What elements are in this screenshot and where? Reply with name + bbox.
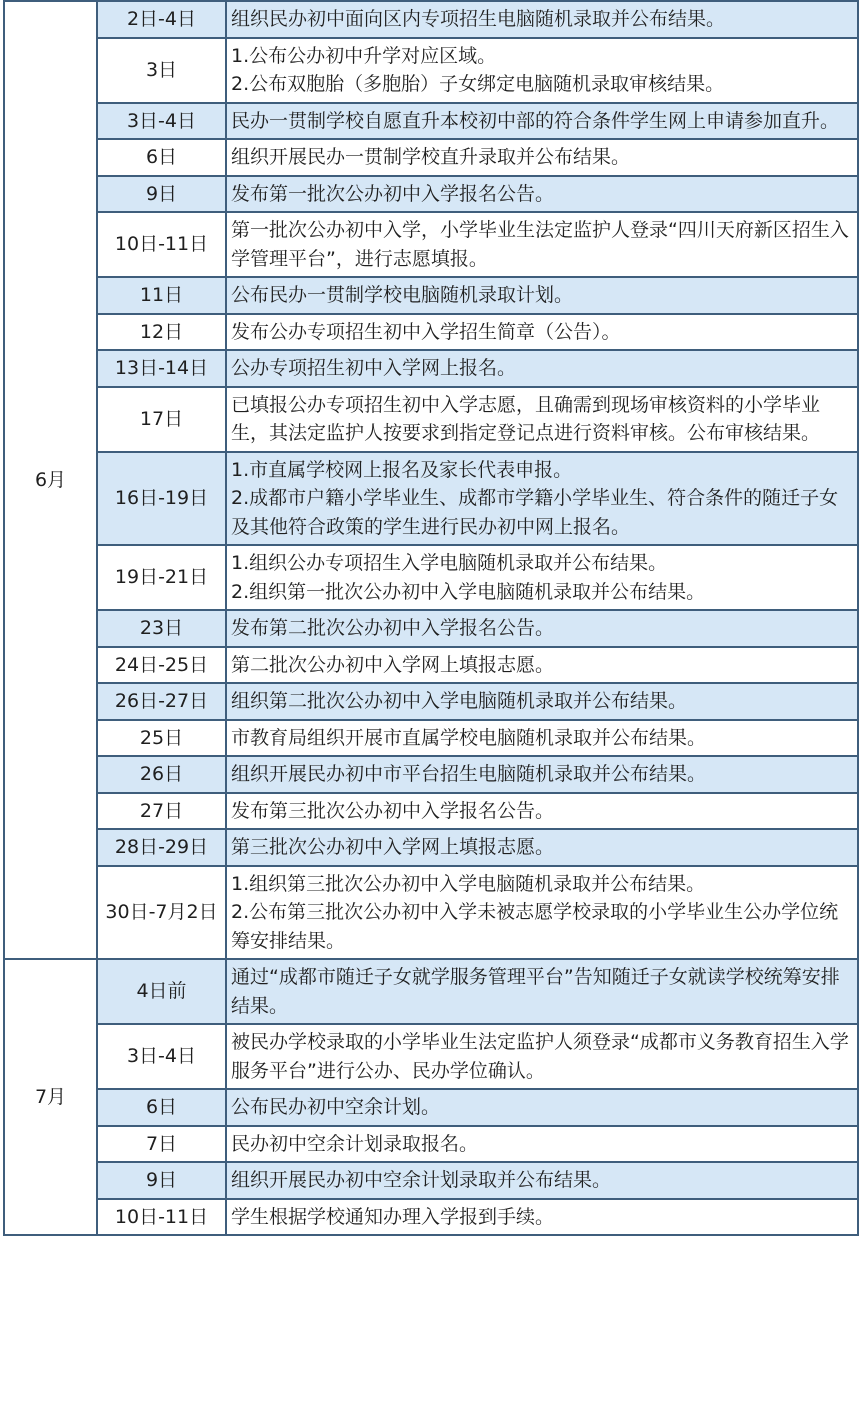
event-cell	[226, 387, 858, 452]
date-cell: 9日	[97, 1162, 226, 1199]
event-cell	[226, 212, 858, 277]
date-cell: 17日	[97, 387, 226, 452]
event-cell	[226, 1024, 858, 1089]
event-cell	[226, 647, 858, 684]
event-line: 2.组织第一批次公办初中入学电脑随机录取并公布结果。	[231, 580, 706, 603]
event-line: 组织开展民办初中空余计划录取并公布结果。	[231, 1169, 612, 1191]
event-cell	[226, 1, 858, 38]
date-cell: 10日-11日	[97, 212, 226, 277]
event-line: 发布第二批次公办初中入学报名公告。	[231, 617, 555, 639]
table-row	[4, 1, 858, 38]
event-line: 发布公办专项招生初中入学招生简章（公告）。	[231, 320, 621, 343]
event-line: 发布第一批次公办初中入学报名公告。	[231, 182, 555, 205]
table-row	[4, 212, 858, 277]
event-cell	[226, 793, 858, 830]
event-cell	[226, 756, 858, 793]
event-line: 2.成都市户籍小学毕业生、成都市学籍小学毕业生、符合条件的随迁子女及其他符合政策的学生进行民办初中网上报名。	[231, 487, 839, 538]
schedule-body	[4, 1, 858, 1235]
event-cell	[226, 139, 858, 176]
table-row	[4, 545, 858, 610]
event-line: 1.组织第三批次公办初中入学电脑随机录取并公布结果。	[231, 872, 706, 895]
table-row	[4, 387, 858, 452]
table-row	[4, 610, 858, 647]
table-row	[4, 1162, 858, 1199]
date-cell: 6日	[97, 1089, 226, 1126]
event-line: 通过“成都市随迁子女就学服务管理平台”告知随迁子女就读学校统筹安排结果。	[231, 966, 840, 1017]
event-line: 第二批次公办初中入学网上填报志愿。	[231, 653, 555, 676]
event-line: 2.公布双胞胎（多胞胎）子女绑定电脑随机录取审核结果。	[231, 73, 725, 95]
event-cell	[226, 866, 858, 960]
date-cell: 28日-29日	[97, 829, 226, 866]
date-cell: 3日-4日	[97, 1024, 226, 1089]
date-cell: 3日	[97, 38, 226, 103]
event-cell	[226, 452, 858, 546]
event-line: 第一批次公办初中入学，小学毕业生法定监护人登录“四川天府新区招生入学管理平台”，进行志愿填报。	[231, 219, 849, 270]
table-row	[4, 1199, 858, 1236]
event-cell	[226, 1162, 858, 1199]
event-cell	[226, 277, 858, 314]
event-cell	[226, 1089, 858, 1126]
event-line: 组织开展民办初中市平台招生电脑随机录取并公布结果。	[231, 763, 707, 785]
table-row	[4, 277, 858, 314]
event-line: 2.公布第三批次公办初中入学未被志愿学校录取的小学毕业生公办学位统筹安排结果。	[231, 901, 839, 952]
event-cell	[226, 545, 858, 610]
date-cell: 16日-19日	[97, 452, 226, 546]
date-cell: 13日-14日	[97, 350, 226, 387]
event-line: 被民办学校录取的小学毕业生法定监护人须登录“成都市义务教育招生入学服务平台”进行公办、民办学位确认。	[231, 1031, 849, 1082]
event-cell	[226, 38, 858, 103]
event-cell	[226, 720, 858, 757]
table-row	[4, 38, 858, 103]
event-line: 民办一贯制学校自愿直升本校初中部的符合条件学生网上申请参加直升。	[231, 109, 840, 132]
date-cell: 6日	[97, 139, 226, 176]
table-row	[4, 720, 858, 757]
table-row	[4, 1024, 858, 1089]
event-cell	[226, 314, 858, 351]
table-row	[4, 959, 858, 1024]
table-row	[4, 1126, 858, 1163]
month-cell: 7月	[4, 959, 97, 1235]
table-row	[4, 452, 858, 546]
date-cell: 12日	[97, 314, 226, 351]
table-row	[4, 350, 858, 387]
event-cell	[226, 959, 858, 1024]
event-cell	[226, 1126, 858, 1163]
schedule-table	[3, 0, 859, 1236]
event-line: 第三批次公办初中入学网上填报志愿。	[231, 836, 555, 858]
date-cell: 10日-11日	[97, 1199, 226, 1236]
table-row	[4, 866, 858, 960]
date-cell: 26日	[97, 756, 226, 793]
month-cell: 6月	[4, 1, 97, 959]
date-cell: 24日-25日	[97, 647, 226, 684]
table-row	[4, 139, 858, 176]
date-cell: 9日	[97, 176, 226, 213]
date-cell: 11日	[97, 277, 226, 314]
date-cell: 30日-7月2日	[97, 866, 226, 960]
table-row	[4, 103, 858, 140]
event-line: 市教育局组织开展市直属学校电脑随机录取并公布结果。	[231, 726, 707, 749]
event-line: 1.公布公办初中升学对应区域。	[231, 44, 497, 67]
date-cell: 19日-21日	[97, 545, 226, 610]
event-cell	[226, 683, 858, 720]
date-cell: 2日-4日	[97, 1, 226, 38]
event-cell	[226, 1199, 858, 1236]
date-cell: 23日	[97, 610, 226, 647]
table-row	[4, 176, 858, 213]
event-line: 1.组织公办专项招生入学电脑随机录取并公布结果。	[231, 552, 668, 574]
event-cell	[226, 103, 858, 140]
table-row	[4, 793, 858, 830]
event-line: 学生根据学校通知办理入学报到手续。	[231, 1205, 555, 1228]
date-cell: 3日-4日	[97, 103, 226, 140]
event-line: 组织开展民办一贯制学校直升录取并公布结果。	[231, 146, 631, 168]
event-line: 组织第二批次公办初中入学电脑随机录取并公布结果。	[231, 690, 688, 712]
event-cell	[226, 829, 858, 866]
event-line: 发布第三批次公办初中入学报名公告。	[231, 799, 555, 822]
event-line: 已填报公办专项招生初中入学志愿，且确需到现场审核资料的小学毕业生，其法定监护人按要求到指定登记点进行资料审核。公布审核结果。	[231, 393, 821, 444]
event-cell	[226, 350, 858, 387]
table-row	[4, 1089, 858, 1126]
date-cell: 7日	[97, 1126, 226, 1163]
table-row	[4, 829, 858, 866]
event-cell	[226, 176, 858, 213]
event-line: 公布民办一贯制学校电脑随机录取计划。	[231, 284, 574, 306]
event-line: 民办初中空余计划录取报名。	[231, 1132, 479, 1155]
event-cell	[226, 610, 858, 647]
table-row	[4, 756, 858, 793]
date-cell: 25日	[97, 720, 226, 757]
date-cell: 27日	[97, 793, 226, 830]
event-line: 公布民办初中空余计划。	[231, 1096, 441, 1118]
date-cell: 26日-27日	[97, 683, 226, 720]
event-line: 1.市直属学校网上报名及家长代表申报。	[231, 458, 573, 481]
table-row	[4, 683, 858, 720]
event-line: 公办专项招生初中入学网上报名。	[231, 357, 517, 379]
date-cell: 4日前	[97, 959, 226, 1024]
table-row	[4, 314, 858, 351]
table-row	[4, 647, 858, 684]
event-line: 组织民办初中面向区内专项招生电脑随机录取并公布结果。	[231, 8, 726, 30]
